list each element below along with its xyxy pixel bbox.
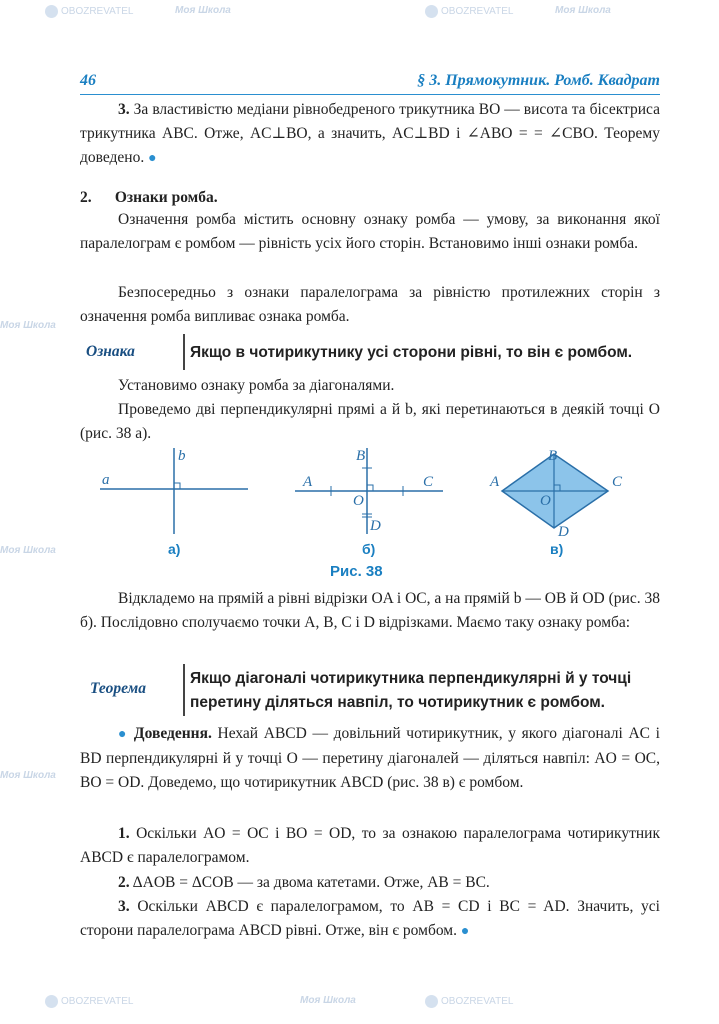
proof-text: Нехай ABCD — довільний чотирикутник, у якого діагоналі AC і BD перпендикулярні й у точці O — перетину діагоналей — діляться навпіл: AO = OC, BO = OD. Доведемо, що чотирикутник ABCD (рис. 38 в) є ромбом. — [80, 725, 660, 791]
label-b: B — [356, 448, 366, 464]
label-b: b — [178, 448, 186, 464]
theorem-label: Теорема — [90, 680, 146, 697]
paragraph-proof — [80, 722, 660, 795]
paragraph-step1 — [80, 822, 660, 870]
label-c: C — [612, 474, 623, 490]
sign-label: Ознака — [86, 343, 135, 360]
paragraph-step3-property — [80, 98, 660, 171]
paragraph-parallelogram: Безпосередньо з ознаки паралелограма за рівністю протилежних сторін з означення ромба випливає ознака ромба. — [80, 284, 660, 325]
watermark: Моя Школа — [0, 770, 56, 781]
watermark: OBOZREVATEL — [425, 5, 513, 18]
label-o: O — [540, 493, 551, 509]
watermark: Моя Школа — [0, 320, 56, 331]
label-o: O — [353, 493, 364, 509]
section-title: § 3. Прямокутник. Ромб. Квадрат — [417, 72, 660, 89]
caption-b: б) — [362, 541, 376, 557]
step-text: ΔAOB = ΔCOB — за двома катетами. Отже, AB = BC. — [132, 874, 490, 891]
figure-38 — [100, 448, 640, 563]
paragraph-diagonals: Установимо ознаку ромба за діагоналями. — [118, 377, 395, 394]
paragraph-definition: Означення ромба містить основну ознаку ромба — умову, за виконання якої паралелограм є ромбом — рівність усіх його сторін. Встановимо інші ознаки ромба. — [80, 211, 660, 252]
paragraph-step2 — [80, 871, 660, 895]
sign-divider — [183, 334, 185, 370]
section-heading — [80, 186, 660, 210]
step-number: 3. — [118, 101, 130, 118]
watermark-logo-icon — [45, 5, 58, 18]
proof-lead: Доведення. — [133, 725, 212, 742]
watermark-logo-icon — [425, 5, 438, 18]
label-a: A — [490, 474, 500, 490]
label-a: a — [102, 472, 110, 488]
paragraph-construction: Відкладемо на прямій a рівні відрізки OA і OC, а на прямій b — OB й OD (рис. 38 б). Послідовно сполучаємо точки A, B, C і D відрізками. Маємо таку ознаку ромба: — [80, 590, 660, 631]
paragraph-step3 — [80, 895, 660, 944]
step-text: Оскільки ABCD є паралелограмом, то AB = CD і BC = AD. Значить, усі сторони паралелограма ABCD рівні. Отже, він є ромбом. — [80, 898, 660, 939]
paragraph-text: За властивістю медіани рівнобедреного трикутника BO — висота та бісектриса трикутника ABC. Отже, AC⊥BO, а значить, AC⊥BD і ∠ABO = = ∠CBO. Теорему доведено. — [80, 101, 660, 166]
figure-a — [100, 448, 248, 534]
proof-start-icon: ● — [118, 727, 129, 742]
step-number: 1. — [118, 825, 130, 842]
theorem-line-2: перетину діляться навпіл, то чотирикутник є ромбом. — [190, 694, 605, 711]
watermark: Моя Школа — [0, 545, 56, 556]
right-angle-mark — [367, 485, 373, 491]
label-c: C — [423, 474, 434, 490]
figure-title: Рис. 38 — [330, 563, 383, 580]
watermark-logo-icon — [45, 995, 58, 1008]
step-number: 2. — [118, 874, 130, 891]
page-number: 46 — [80, 72, 96, 89]
label-d: D — [370, 518, 381, 534]
watermark: Моя Школа — [175, 5, 231, 16]
watermark: OBOZREVATEL — [45, 995, 133, 1008]
caption-a: а) — [168, 541, 181, 557]
right-angle-mark — [174, 483, 180, 489]
label-b: B — [548, 448, 558, 464]
watermark: OBOZREVATEL — [425, 995, 513, 1008]
label-d: D — [558, 524, 569, 540]
step-text: Оскільки AO = OC і BO = OD, то за ознакою паралелограма чотирикутник ABCD є паралелограмом. — [80, 825, 660, 866]
sign-text: Якщо в чотирикутнику усі сторони рівні, то він є ромбом. — [190, 344, 633, 361]
theorem-divider — [183, 664, 185, 716]
watermark-logo-icon — [425, 995, 438, 1008]
end-of-proof-icon: ● — [460, 924, 470, 939]
page-header — [80, 72, 660, 95]
end-of-proof-icon: ● — [148, 151, 157, 166]
watermark: OBOZREVATEL — [45, 5, 133, 18]
step-number: 3. — [118, 898, 130, 915]
watermark: Моя Школа — [300, 995, 356, 1006]
section-number: 2. — [80, 189, 92, 206]
watermark: Моя Школа — [555, 5, 611, 16]
figure-b — [295, 448, 443, 534]
caption-c: в) — [550, 541, 564, 557]
paragraph-perpendicular: Проведемо дві перпендикулярні прямі a й b, які перетинаються в деякій точці O (рис. 38 а). — [80, 401, 660, 442]
label-a: A — [303, 474, 313, 490]
section-title-text: Ознаки ромба. — [114, 189, 218, 206]
theorem-line-1: Якщо діагоналі чотирикутника перпендикулярні й у точці — [190, 670, 632, 687]
figure-c — [489, 448, 623, 540]
